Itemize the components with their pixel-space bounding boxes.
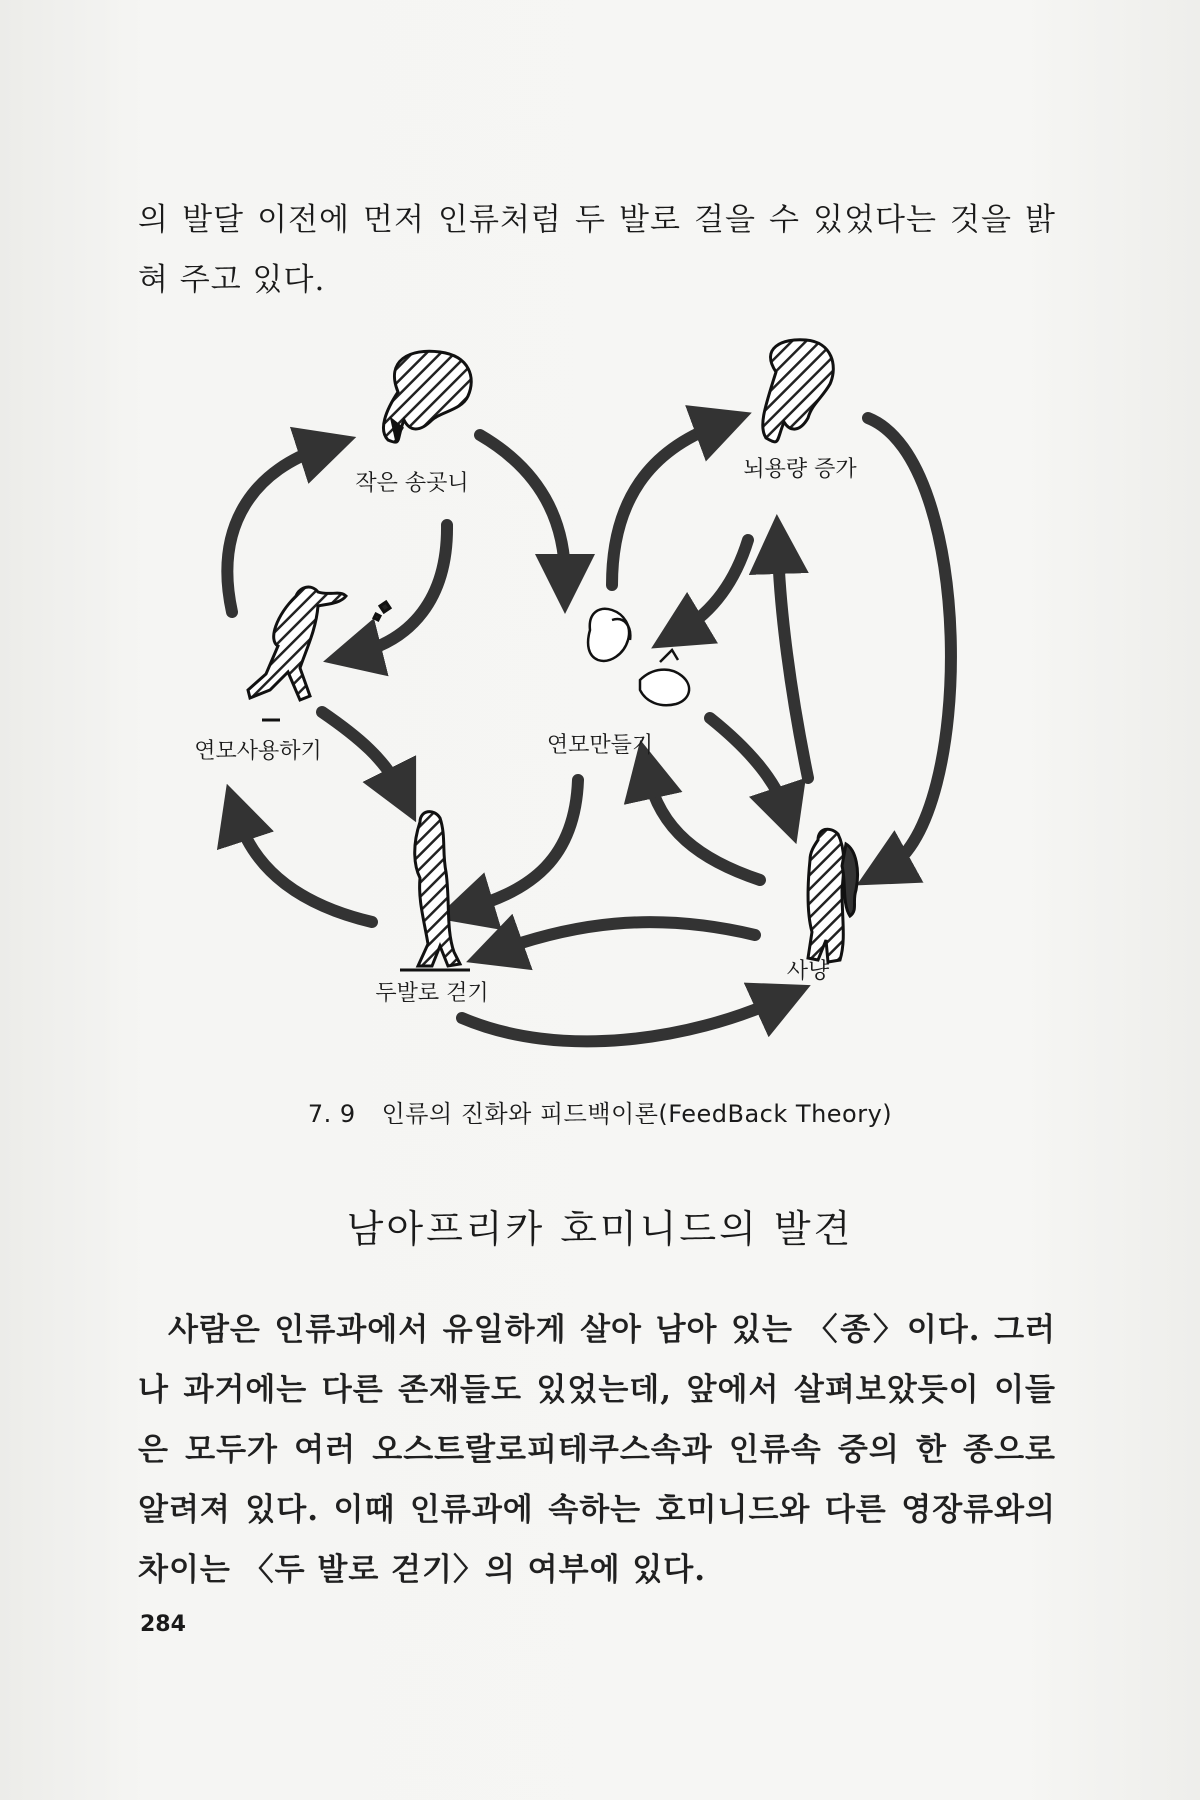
arrow-bipedal-to-tooluse <box>238 818 372 922</box>
label-small-canines: 작은 송곳니 <box>355 471 469 496</box>
label-tool-use: 연모사용하기 <box>194 739 322 764</box>
arrow-toolmaking-to-hunting <box>710 718 785 810</box>
figure-caption <box>0 1094 1200 1129</box>
page-number: 284 <box>140 1612 186 1637</box>
arrow-hunting-to-brain <box>778 550 808 778</box>
section-heading: 남아프리카 호미니드의 발견 <box>346 1207 854 1251</box>
intro-paragraph: 의 발달 이전에 먼저 인류처럼 두 발로 걸을 수 있었다는 것을 밝혀 주고 있다. <box>138 202 1056 298</box>
label-hunting: 사냥 <box>786 959 830 984</box>
figure-number: 7. 9 <box>307 1100 356 1128</box>
skull-small-canines-icon <box>383 351 471 442</box>
label-brain-growth: 뇌용량 증가 <box>743 457 857 482</box>
arrow-hunting-to-toolmaking <box>648 775 760 880</box>
label-tool-making: 연모만들기 <box>546 733 654 758</box>
arrow-tooluse-to-bipedal <box>322 712 400 790</box>
label-bipedalism: 두발로 걷기 <box>375 981 489 1006</box>
arrow-hunting-to-bipedal <box>500 922 755 950</box>
skull-large-brain-icon <box>763 340 834 442</box>
body-paragraph: 사람은 인류과에서 유일하게 살아 남아 있는 〈종〉이다. 그러나 과거에는 다른 존재들도 있었는데, 앞에서 살펴보았듯이 이들은 모두가 여러 오스트랄로피테쿠스속과 인류속 중의 한 종으로 알려져 있다. 이때 인류과에 속하는 호미니드와 다른 영장류와의 차이는 〈두 발로 걷기〉의 여부에 있다. <box>138 1312 1056 1588</box>
arrow-toolmaking-to-brain <box>612 425 718 585</box>
walking-hominid-icon <box>400 812 470 970</box>
arrow-canines-to-tooluse <box>358 525 447 653</box>
hands-toolmaking-icon <box>588 609 689 705</box>
arrow-bipedal-to-hunting <box>462 1000 778 1041</box>
arrow-toolmaking-to-bipedal <box>470 780 578 908</box>
hunter-hominid-icon <box>808 829 858 962</box>
figure-caption-text: 인류의 진화와 피드백이론(FeedBack Theory) <box>381 1100 893 1128</box>
arrow-brain-to-hunting <box>868 418 951 868</box>
arrow-canines-to-toolmaking <box>480 435 565 578</box>
arrow-brain-to-toolmaking <box>682 540 748 630</box>
